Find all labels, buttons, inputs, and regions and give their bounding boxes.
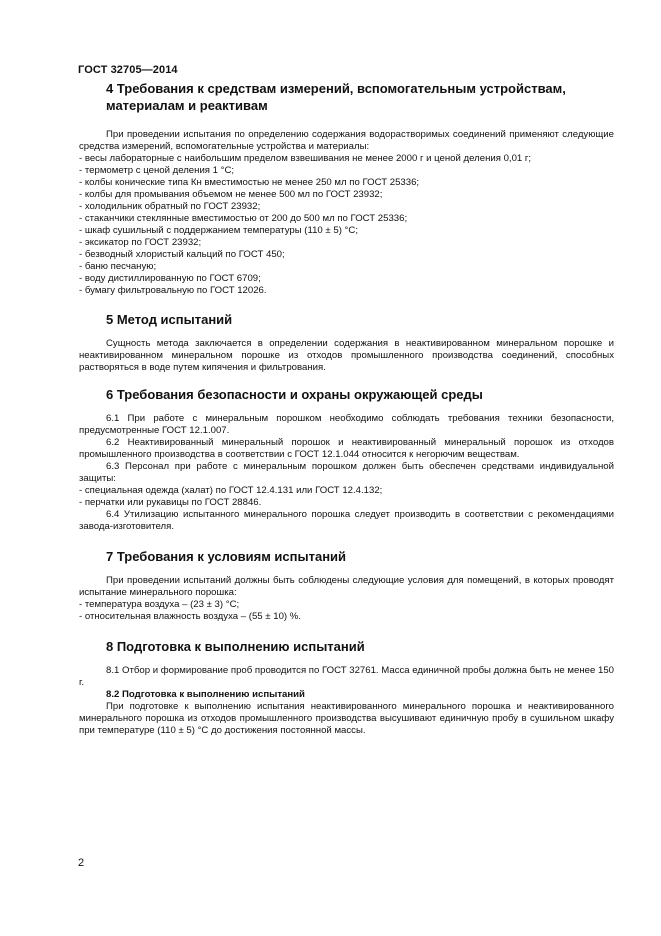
section-6-p4: 6.4 Утилизацию испытанного минерального порошка следует производить в соответствии с рекомендациями завода-изготовителя. xyxy=(79,509,614,532)
list-item: - специальная одежда (халат) по ГОСТ 12.4.131 или ГОСТ 12.4.132; xyxy=(79,485,383,496)
list-item: - шкаф сушильный с поддержанием температуры (110 ± 5) °С; xyxy=(79,225,358,236)
list-item: - относительная влажность воздуха – (55 ± 10) %. xyxy=(79,611,301,622)
section-8-p1: 8.1 Отбор и формирование проб проводится по ГОСТ 32761. Масса единичной пробы должна быть не менее 150 г. xyxy=(79,665,614,688)
list-item: - баню песчаную; xyxy=(79,261,157,272)
list-item: - безводный хлористый кальций по ГОСТ 450; xyxy=(79,249,285,260)
page-number: 2 xyxy=(78,857,85,869)
section-8-p2: При подготовке к выполнению испытания неактивированного минерального порошка и неактивированного минерального порошка из отходов промышленного производства высушивают единичную пробу в сушильном шкафу при температуре (110 ± 5) °С до достижения постоянной массы. xyxy=(79,701,614,736)
section-7-title: 7 Требования к условиям испытаний xyxy=(106,549,347,564)
list-item: - воду дистиллированную по ГОСТ 6709; xyxy=(79,273,261,284)
section-6-p3: 6.3 Персонал при работе с минеральным порошком должен быть обеспечен средствами индивидуальной защиты: xyxy=(79,461,614,484)
section-7-intro: При проведении испытаний должны быть соблюдены следующие условия для помещений, в которых проводят испытание минерального порошка: xyxy=(79,575,614,598)
list-item: - перчатки или рукавицы по ГОСТ 28846. xyxy=(79,497,262,508)
document-body xyxy=(79,80,614,737)
section-4-list xyxy=(79,153,614,297)
standard-header: ГОСТ 32705—2014 xyxy=(78,64,178,76)
list-item: - бумагу фильтровальную по ГОСТ 12026. xyxy=(79,285,267,296)
section-6-p1: 6.1 При работе с минеральным порошком необходимо соблюдать требования техники безопасности, предусмотренные ГОСТ 12.1.007. xyxy=(79,413,614,436)
section-6-title: 6 Требования безопасности и охраны окружающей среды xyxy=(106,387,483,402)
list-item: - термометр с ценой деления 1 °С; xyxy=(79,165,235,176)
list-item: - весы лабораторные с наибольшим пределом взвешивания не менее 2000 г и ценой деления 0,01 г; xyxy=(79,153,532,164)
list-item: - колбы конические типа Кн вместимостью не менее 250 мл по ГОСТ 25336; xyxy=(79,177,420,188)
list-item: - эксикатор по ГОСТ 23932; xyxy=(79,237,202,248)
list-item: - стаканчики стеклянные вместимостью от 200 до 500 мл по ГОСТ 25336; xyxy=(79,213,408,224)
section-5-title: 5 Метод испытаний xyxy=(106,312,233,327)
list-item: - температура воздуха – (23 ± 3) °С; xyxy=(79,599,240,610)
list-item: - колбы для промывания объемом не менее 500 мл по ГОСТ 23932; xyxy=(79,189,383,200)
list-item: - холодильник обратный по ГОСТ 23932; xyxy=(79,201,261,212)
section-4-title: 4 Требования к средствам измерений, вспомогательным устройствам, материалам и реактивам xyxy=(106,81,566,113)
section-5-text: Сущность метода заключается в определении содержания в неактивированном минеральном порошке и неактивированном минеральном порошке из отходов промышленного производства соединений, способных растворяться в воде путем кипячения и фильтрования. xyxy=(79,338,614,373)
section-6-p2: 6.2 Неактивированный минеральный порошок и неактивированный минеральный порошок из отходов промышленного производства в соответствии с ГОСТ 12.1.044 относится к негорючим веществам. xyxy=(79,437,614,460)
section-4-intro: При проведении испытания по определению содержания водорастворимых соединений применяют следующие средства измерений, вспомогательные устройства и материалы: xyxy=(79,129,614,152)
section-8-2-title: 8.2 Подготовка к выполнению испытаний xyxy=(106,689,305,700)
section-8-title: 8 Подготовка к выполнению испытаний xyxy=(106,639,365,654)
